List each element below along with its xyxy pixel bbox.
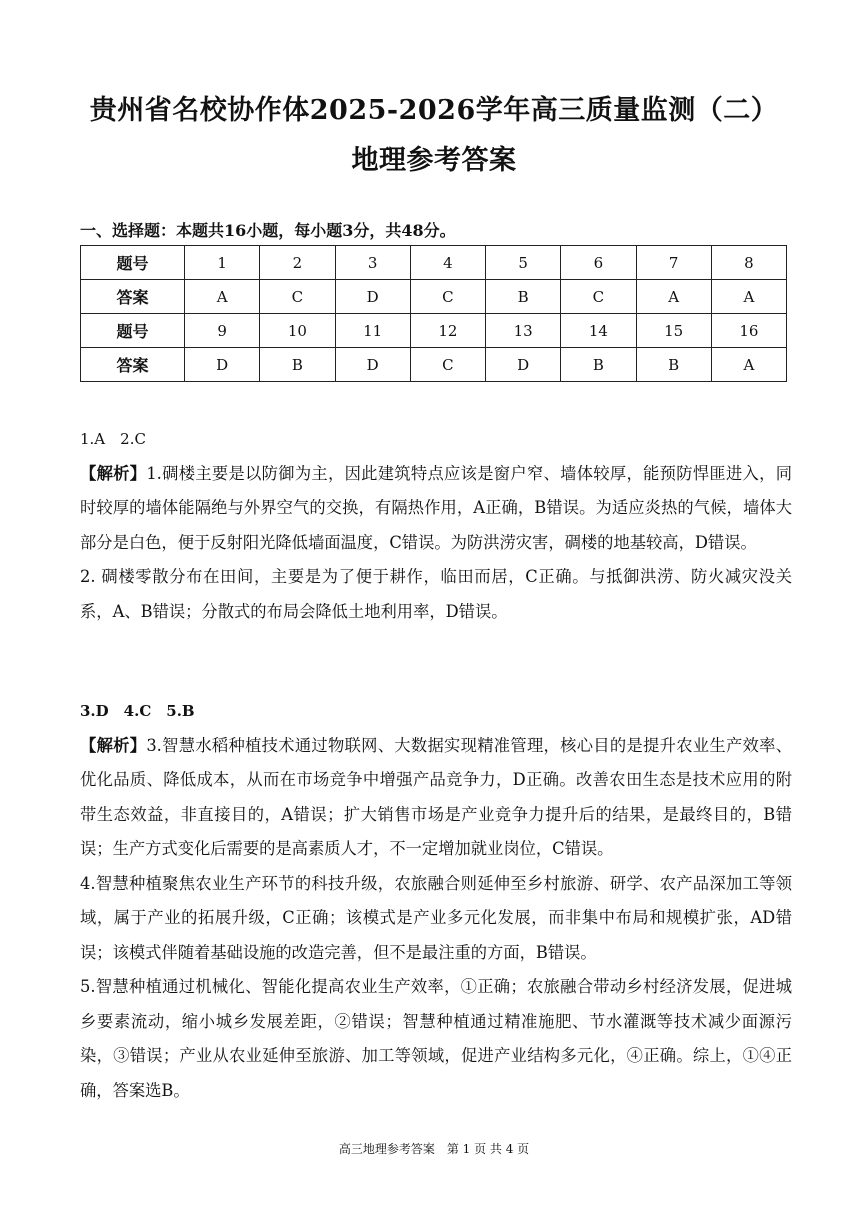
table-cell: 13 (486, 314, 561, 348)
table-cell: D (185, 348, 260, 382)
row-label: 题号 (81, 314, 185, 348)
table-cell: 16 (711, 314, 786, 348)
table-cell: B (486, 280, 561, 314)
page-title: 贵州省名校协作体2025-2026学年高三质量监测（二） (89, 95, 779, 126)
table-row (81, 246, 787, 280)
answer-table (80, 245, 787, 382)
q3-5-block (80, 694, 792, 1108)
table-cell: A (711, 280, 786, 314)
table-cell: D (486, 348, 561, 382)
analysis-tag: 【解析】 (80, 735, 147, 755)
row-label: 答案 (81, 280, 185, 314)
page-subtitle: 地理参考答案 (351, 145, 517, 176)
table-cell: 10 (260, 314, 335, 348)
table-cell: C (561, 280, 636, 314)
q4-explanation: 4.智慧种植聚焦农业生产环节的科技升级，农旅融合则延伸至乡村旅游、研学、农产品深加工等领域，属于产业的拓展升级，C正确；该模式是产业多元化发展，而非集中布局和规模扩张，AD错误；该模式伴随着基础设施的改造完善，但不是最注重的方面，B错误。 (80, 873, 792, 962)
analysis-tag: 【解析】 (80, 463, 147, 483)
table-row (81, 314, 787, 348)
q3-text: 3.智慧水稻种植技术通过物联网、大数据实现精准管理，核心目的是提升农业生产效率、优化品质、降低成本，从而在市场竞争中增强产品竞争力，D正确。改善农田生态是技术应用的附带生态效益，非直接目的，A错误；扩大销售市场是产业竞争力提升后的结果，是最终目的，B错误；生产方式变化后需要的是高素质人才，不一定增加就业岗位，C错误。 (80, 735, 792, 858)
table-cell: 15 (636, 314, 711, 348)
table-cell: 7 (636, 246, 711, 280)
q5-explanation: 5.智慧种植通过机械化、智能化提高农业生产效率，①正确；农旅融合带动乡村经济发展，促进城乡要素流动，缩小城乡发展差距，②错误；智慧种植通过精准施肥、节水灌溉等技术减少面源污染，③错误；产业从农业延伸至旅游、加工等领域，促进产业结构多元化，④正确。综上，①④正确，答案选B。 (80, 977, 792, 1100)
table-cell: 1 (185, 246, 260, 280)
section-heading: 一、选择题：本题共16小题，每小题3分，共48分。 (80, 221, 456, 240)
table-cell: 9 (185, 314, 260, 348)
q1-text: 1.碉楼主要是以防御为主，因此建筑特点应该是窗户窄、墙体较厚，能预防悍匪进入，同时较厚的墙体能隔绝与外界空气的交换，有隔热作用，A正确，B错误。为适应炎热的气候，墙体大部分是白色，便于反射阳光降低墙面温度，C错误。为防洪涝灾害，碉楼的地基较高，D错误。 (80, 463, 792, 552)
table-cell: 14 (561, 314, 636, 348)
q1-2-block (80, 422, 792, 629)
row-label: 题号 (81, 246, 185, 280)
table-cell: 8 (711, 246, 786, 280)
q1-2-answers: 1.A 2.C (80, 430, 146, 448)
row-label: 答案 (81, 348, 185, 382)
table-cell: A (711, 348, 786, 382)
table-cell: A (636, 280, 711, 314)
table-cell: 3 (335, 246, 410, 280)
table-cell: D (335, 348, 410, 382)
table-cell: A (185, 280, 260, 314)
table-row (81, 348, 787, 382)
q3-explanation (80, 729, 792, 867)
page-footer: 高三地理参考答案 第 1 页 共 4 页 (338, 1142, 530, 1156)
q2-explanation: 2. 碉楼零散分布在田间，主要是为了便于耕作，临田而居，C正确。与抵御洪涝、防火减灾没关系，A、B错误；分散式的布局会降低土地利用率，D错误。 (80, 567, 792, 621)
table-cell: 6 (561, 246, 636, 280)
table-cell: D (335, 280, 410, 314)
q1-explanation (80, 457, 792, 561)
table-cell: C (410, 348, 485, 382)
table-cell: 4 (410, 246, 485, 280)
table-cell: B (636, 348, 711, 382)
table-cell: 11 (335, 314, 410, 348)
table-cell: 5 (486, 246, 561, 280)
table-cell: C (260, 280, 335, 314)
table-cell: 2 (260, 246, 335, 280)
table-cell: 12 (410, 314, 485, 348)
table-cell: B (260, 348, 335, 382)
table-cell: C (410, 280, 485, 314)
table-row (81, 280, 787, 314)
table-cell: B (561, 348, 636, 382)
q3-5-answers: 3.D 4.C 5.B (80, 702, 195, 720)
